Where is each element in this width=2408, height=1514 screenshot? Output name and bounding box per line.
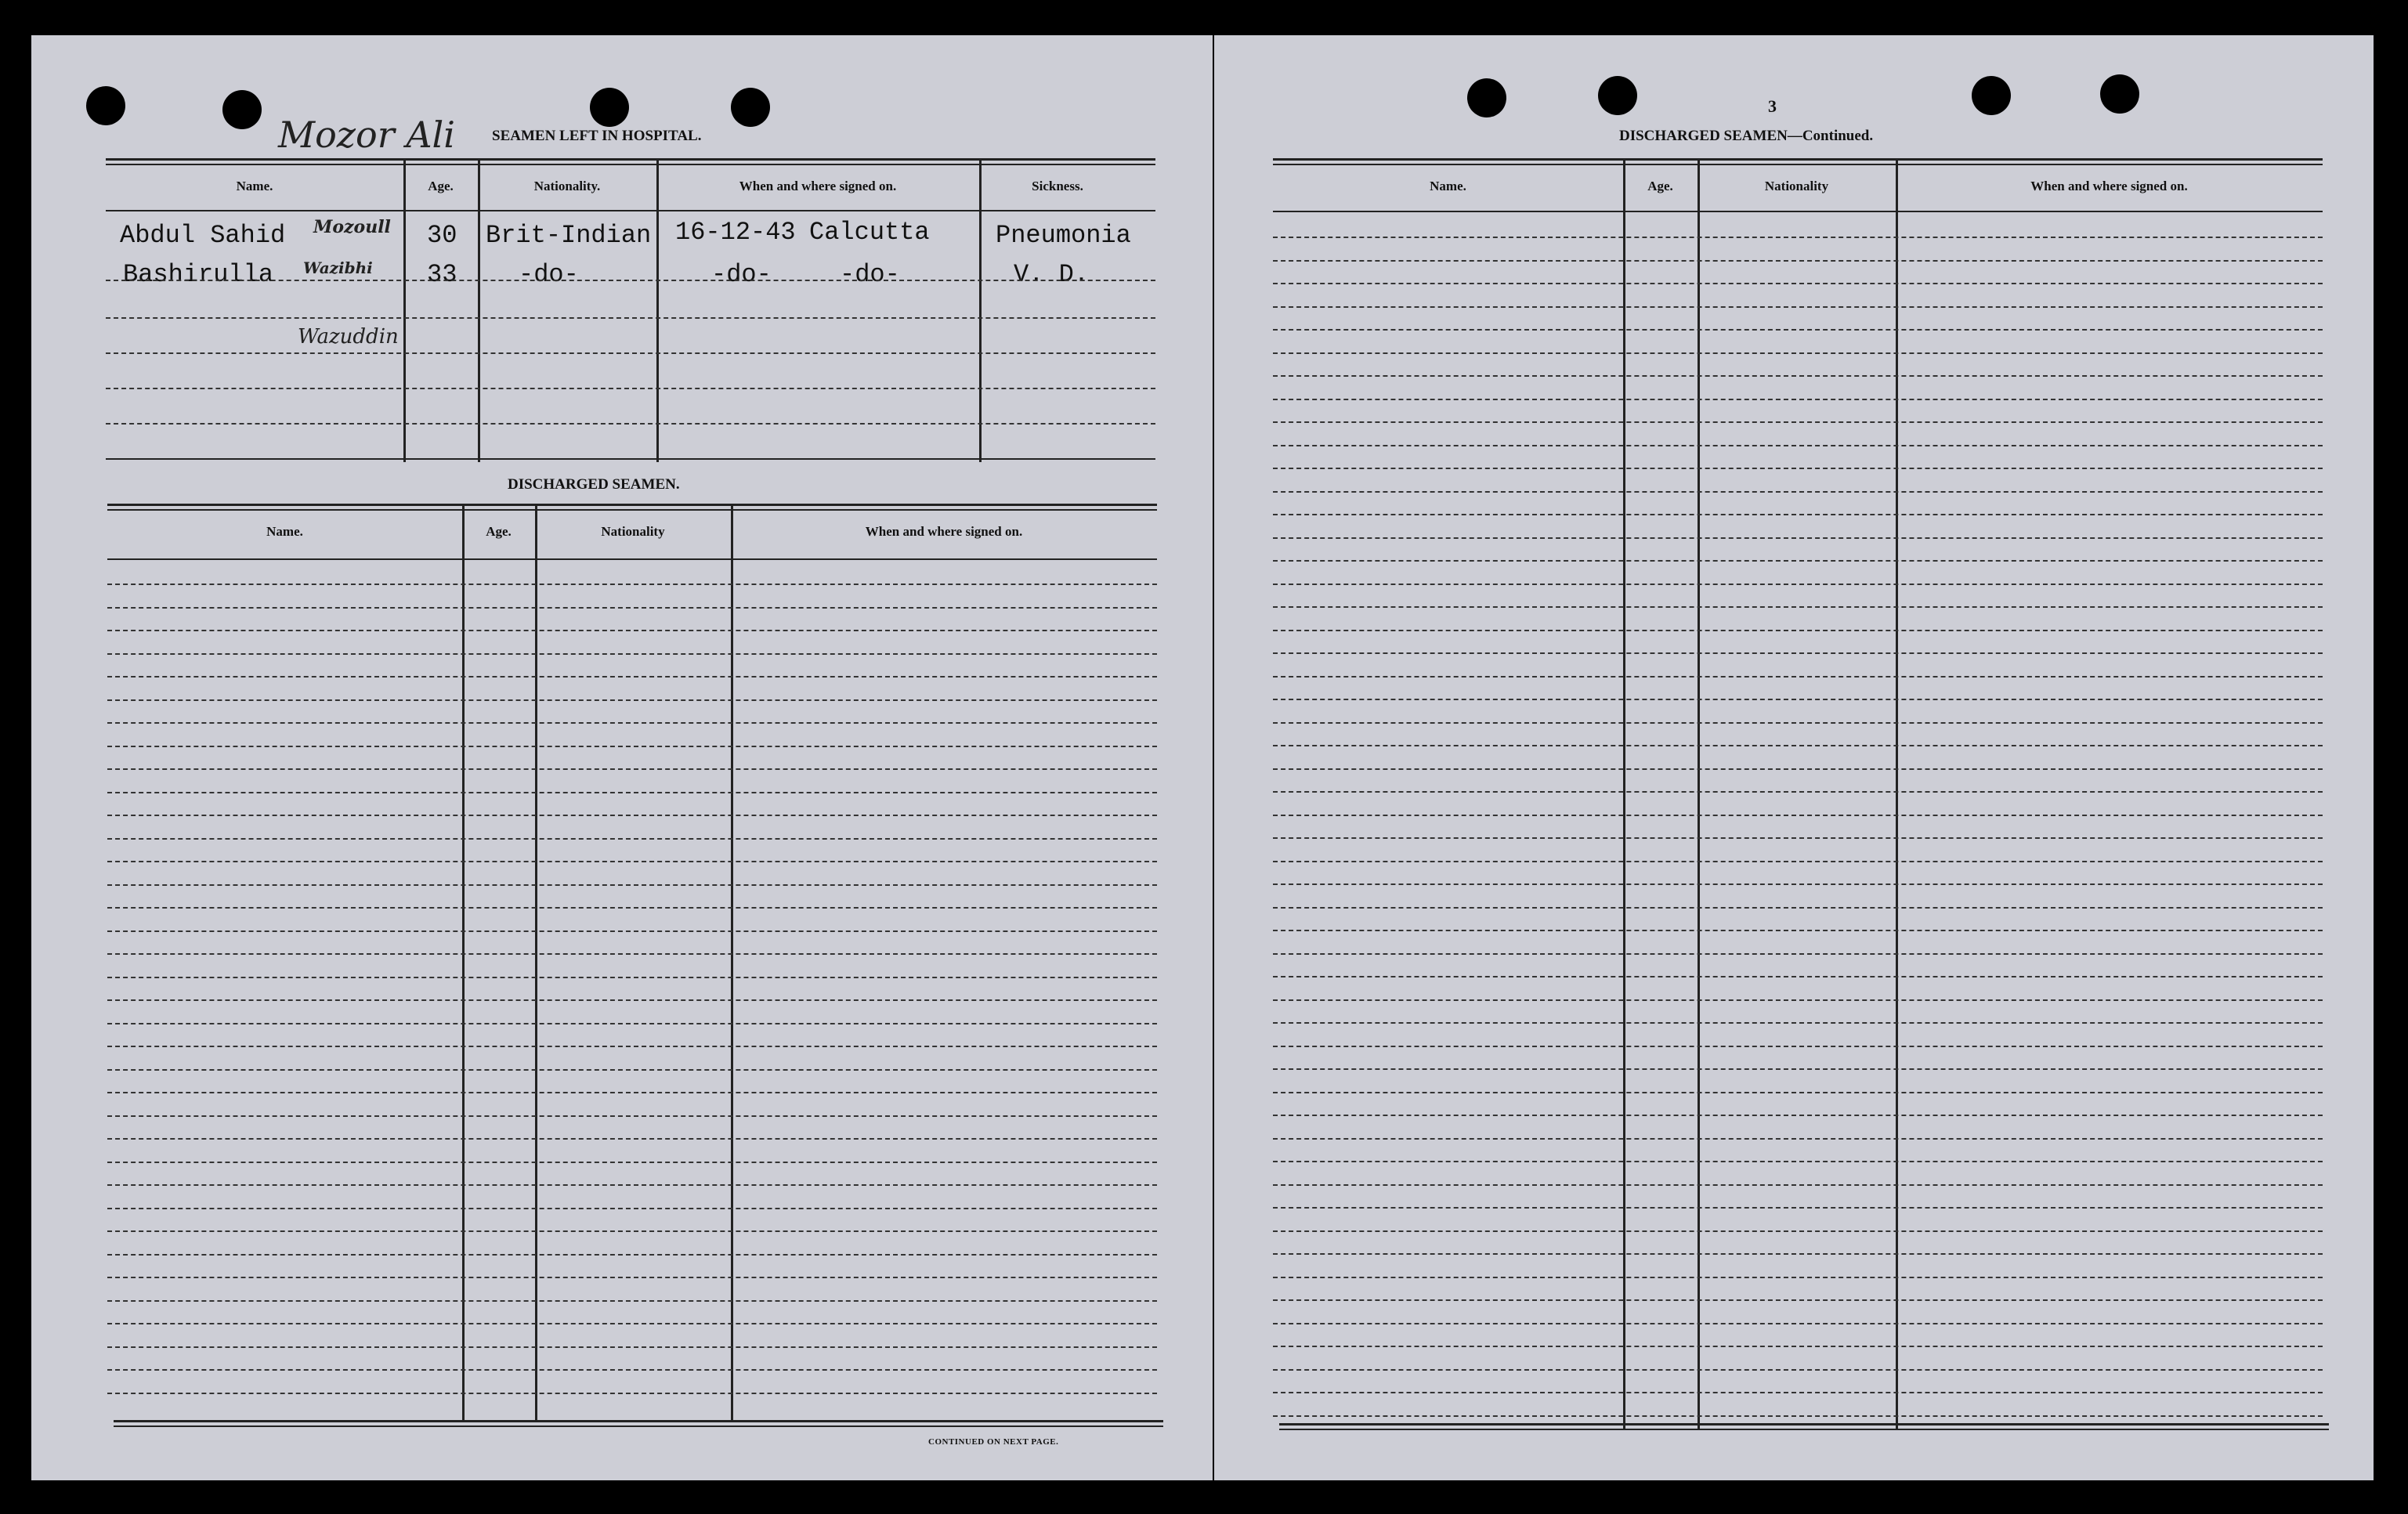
dotted-row-line — [1273, 630, 2323, 631]
punch-hole — [1467, 78, 1506, 117]
header-signed-on: When and where signed on. — [739, 179, 897, 193]
punch-hole — [86, 86, 125, 125]
row1-age: 30 — [427, 221, 457, 250]
table-bottom-rule — [114, 1425, 1163, 1427]
continued-header-signed-on: When and where signed on. — [2030, 179, 2188, 193]
table-rule — [106, 458, 1155, 460]
dotted-row-line — [107, 1369, 1157, 1371]
column-divider — [1623, 161, 1625, 1429]
row2-name: Bashirulla — [123, 260, 274, 289]
continued-header-age: Age. — [1647, 179, 1673, 193]
dotted-row-line — [107, 1277, 1157, 1278]
table-bottom-rule — [1279, 1429, 2329, 1430]
row2-place: -do- — [840, 260, 900, 289]
dotted-row-line — [1273, 1138, 2323, 1140]
dotted-row-line — [107, 953, 1157, 955]
dotted-row-line — [107, 1323, 1157, 1324]
dotted-row-line — [1273, 1022, 2323, 1024]
table-rule — [106, 164, 1155, 165]
dotted-row-line — [1273, 584, 2323, 585]
table-rule — [106, 210, 1155, 211]
continued-header-nationality: Nationality — [1764, 179, 1829, 193]
handwritten-note-extra: Wazuddin — [298, 325, 399, 349]
dotted-row-line — [107, 1208, 1157, 1209]
row1-nationality: Brit-Indian — [486, 221, 652, 250]
dotted-row-line — [107, 861, 1157, 862]
dotted-row-line — [1273, 445, 2323, 446]
table-rule — [106, 158, 1155, 161]
dotted-row-line — [107, 1346, 1157, 1348]
dotted-row-line — [1273, 1277, 2323, 1278]
dotted-row-line — [1273, 1115, 2323, 1116]
dotted-row-line — [1273, 1068, 2323, 1070]
dotted-row-line — [1273, 861, 2323, 862]
dotted-row-line — [1273, 491, 2323, 493]
dotted-row-line — [1273, 1092, 2323, 1093]
table-rule — [1273, 158, 2323, 161]
row1-date: 16-12-43 — [675, 218, 796, 247]
dotted-row-line — [107, 653, 1157, 655]
dotted-row-line — [107, 838, 1157, 840]
discharged-header-nationality: Nationality — [601, 524, 665, 539]
table-rule — [107, 509, 1157, 511]
dotted-row-line — [107, 768, 1157, 770]
column-divider — [1698, 161, 1700, 1429]
left-page — [31, 35, 1213, 1480]
dotted-row-line — [107, 722, 1157, 724]
dotted-row-line — [107, 630, 1157, 631]
dotted-row-line — [1273, 306, 2323, 308]
header-name: Name. — [236, 179, 273, 193]
dotted-row-line — [106, 317, 1155, 319]
dotted-row-line — [107, 1230, 1157, 1232]
dotted-row-line — [107, 1184, 1157, 1186]
dotted-row-line — [1273, 260, 2323, 262]
dotted-row-line — [1273, 1369, 2323, 1371]
dotted-row-line — [1273, 421, 2323, 423]
dotted-row-line — [1273, 1230, 2323, 1232]
dotted-row-line — [1273, 283, 2323, 284]
dotted-row-line — [1273, 883, 2323, 885]
table-rule — [107, 558, 1157, 560]
dotted-row-line — [107, 977, 1157, 978]
dotted-row-line — [1273, 930, 2323, 931]
dotted-row-line — [107, 1254, 1157, 1256]
dotted-row-line — [1273, 1323, 2323, 1324]
row2-sickness: V. D. — [1014, 260, 1090, 289]
dotted-row-line — [107, 1023, 1157, 1024]
discharged-header-signed-on: When and where signed on. — [865, 524, 1023, 539]
column-divider — [478, 161, 480, 462]
dotted-row-line — [107, 1092, 1157, 1093]
punch-hole — [222, 90, 262, 129]
column-divider — [656, 161, 659, 462]
dotted-row-line — [107, 676, 1157, 678]
continued-note: CONTINUED ON NEXT PAGE. — [928, 1437, 1059, 1447]
table-rule — [107, 504, 1157, 506]
dotted-row-line — [1273, 1184, 2323, 1186]
dotted-row-line — [107, 815, 1157, 816]
table-bottom-rule — [1279, 1423, 2329, 1425]
column-divider — [1896, 161, 1898, 1429]
dotted-row-line — [1273, 352, 2323, 354]
discharged-header-age: Age. — [486, 524, 512, 539]
dotted-row-line — [1273, 1046, 2323, 1047]
dotted-row-line — [1273, 815, 2323, 816]
dotted-row-line — [107, 607, 1157, 609]
row1-name: Abdul Sahid — [120, 221, 286, 250]
dotted-row-line — [1273, 791, 2323, 793]
handwritten-annotation: Mozor Ali — [278, 114, 455, 156]
punch-hole — [590, 88, 629, 127]
dotted-row-line — [107, 1115, 1157, 1117]
dotted-row-line — [1273, 953, 2323, 955]
dotted-row-line — [1273, 652, 2323, 654]
dotted-row-line — [1273, 375, 2323, 377]
dotted-row-line — [107, 1069, 1157, 1071]
row2-handwritten-note: Wazibhi — [303, 258, 373, 277]
row1-handwritten-note: Mozoull — [313, 217, 391, 237]
dotted-row-line — [107, 884, 1157, 886]
dotted-row-line — [1273, 976, 2323, 977]
dotted-row-line — [1273, 999, 2323, 1001]
table-bottom-rule — [114, 1420, 1163, 1422]
dotted-row-line — [1273, 722, 2323, 724]
dotted-row-line — [107, 699, 1157, 701]
dotted-row-line — [1273, 399, 2323, 400]
dotted-row-line — [1273, 468, 2323, 469]
column-divider — [535, 506, 537, 1421]
dotted-row-line — [106, 352, 1155, 354]
row2-age: 33 — [427, 260, 457, 289]
right-page — [1214, 35, 2374, 1480]
row1-place: Calcutta — [809, 218, 930, 247]
dotted-row-line — [1273, 1161, 2323, 1162]
dotted-row-line — [1273, 676, 2323, 678]
dotted-row-line — [1273, 537, 2323, 539]
dotted-row-line — [107, 746, 1157, 747]
dotted-row-line — [1273, 560, 2323, 562]
table-rule — [1273, 164, 2323, 165]
punch-hole — [1972, 76, 2011, 115]
dotted-row-line — [107, 1046, 1157, 1047]
dotted-row-line — [107, 1162, 1157, 1163]
header-age: Age. — [428, 179, 454, 193]
discharged-section-title: DISCHARGED SEAMEN. — [508, 476, 680, 493]
dotted-row-line — [1273, 329, 2323, 331]
dotted-row-line — [107, 584, 1157, 585]
dotted-row-line — [106, 423, 1155, 425]
dotted-row-line — [1273, 1207, 2323, 1209]
dotted-row-line — [1273, 699, 2323, 700]
row1-sickness: Pneumonia — [996, 221, 1131, 250]
discharged-header-name: Name. — [266, 524, 303, 539]
column-divider — [403, 161, 406, 462]
column-divider — [979, 161, 982, 462]
column-divider — [731, 506, 733, 1421]
column-divider — [462, 506, 465, 1421]
continued-header-name: Name. — [1430, 179, 1466, 193]
dotted-row-line — [1273, 1253, 2323, 1255]
dotted-row-line — [107, 999, 1157, 1001]
page-number: 3 — [1768, 96, 1777, 116]
header-nationality: Nationality. — [533, 179, 601, 193]
dotted-row-line — [1273, 1346, 2323, 1347]
dotted-row-line — [1273, 837, 2323, 839]
dotted-row-line — [107, 907, 1157, 909]
dotted-row-line — [1273, 514, 2323, 515]
dotted-row-line — [1273, 745, 2323, 746]
header-sickness: Sickness. — [1032, 179, 1083, 193]
row2-date: -do- — [711, 260, 772, 289]
hospital-section-title: SEAMEN LEFT IN HOSPITAL. — [492, 128, 702, 144]
dotted-row-line — [107, 1138, 1157, 1140]
dotted-row-line — [1273, 1299, 2323, 1301]
dotted-row-line — [1273, 907, 2323, 909]
punch-hole — [2100, 74, 2139, 114]
continued-section-title: DISCHARGED SEAMEN—Continued. — [1619, 128, 1874, 144]
punch-hole — [731, 88, 770, 127]
dotted-row-line — [1273, 1392, 2323, 1393]
table-rule — [1273, 211, 2323, 212]
dotted-row-line — [106, 388, 1155, 389]
dotted-row-line — [107, 930, 1157, 932]
dotted-row-line — [1273, 606, 2323, 608]
row2-nationality: -do- — [519, 260, 579, 289]
punch-hole — [1598, 76, 1637, 115]
dotted-row-line — [1273, 1415, 2323, 1417]
dotted-row-line — [1273, 768, 2323, 770]
dotted-row-line — [1273, 237, 2323, 238]
dotted-row-line — [107, 1393, 1157, 1394]
dotted-row-line — [107, 792, 1157, 793]
dotted-row-line — [106, 280, 1155, 281]
dotted-row-line — [107, 1300, 1157, 1302]
